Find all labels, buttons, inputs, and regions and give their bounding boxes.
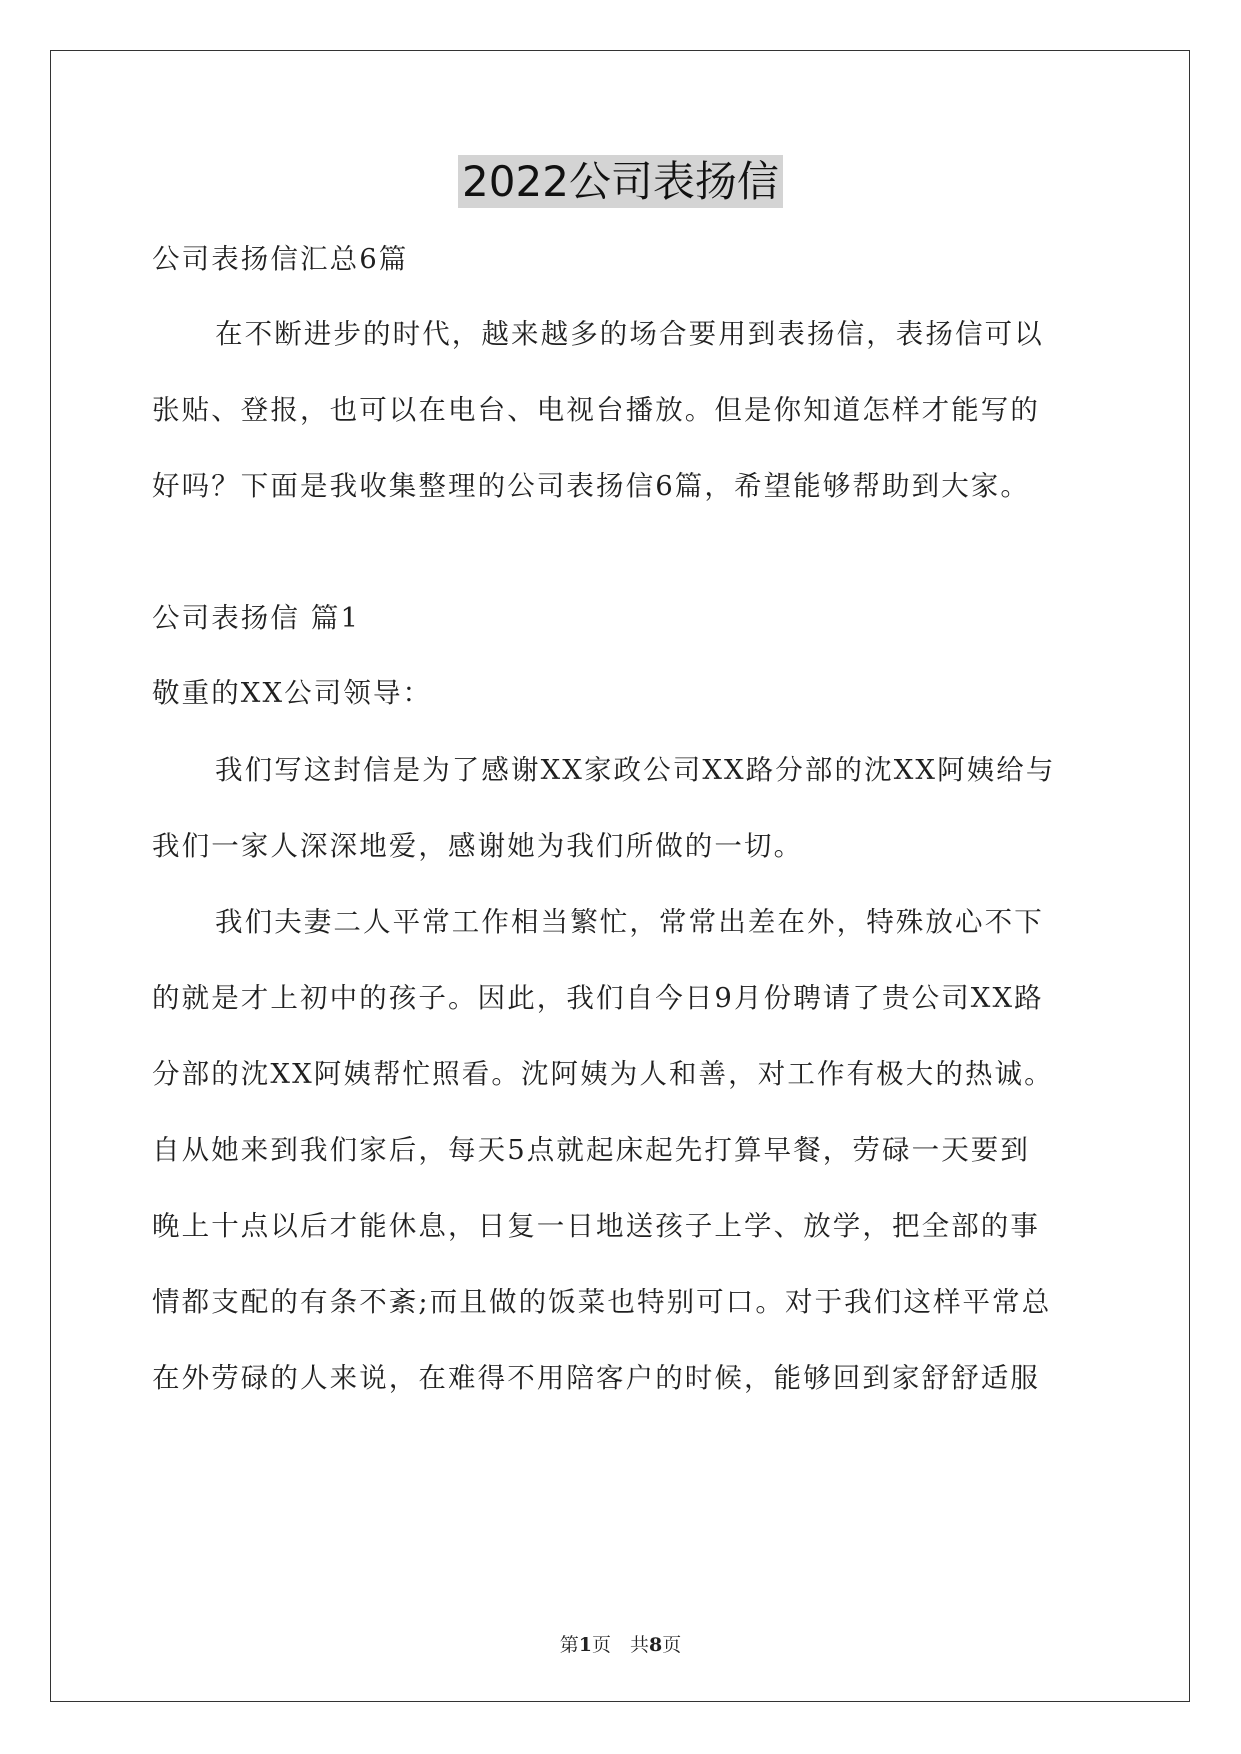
body-line: 自从她来到我们家后，每天5点就起床起先打算早餐，劳碌一天要到: [152, 1134, 1030, 1166]
body-line: 的就是才上初中的孩子。因此，我们自今日9月份聘请了贵公司XX路: [152, 982, 1044, 1014]
document-title-text: 2022公司表扬信: [458, 155, 783, 208]
page-mid: 页 共: [591, 1634, 649, 1656]
total-pages: 8: [649, 1634, 663, 1656]
document-title: [0, 153, 1241, 211]
body-line: 情都支配的有条不紊;而且做的饭菜也特别可口。对于我们这样平常总: [152, 1286, 1052, 1318]
body-line: 我们写这封信是为了感谢XX家政公司XX路分部的沈XX阿姨给与: [215, 754, 1056, 786]
body-line: 分部的沈XX阿姨帮忙照看。沈阿姨为人和善，对工作有极大的热诚。: [152, 1058, 1054, 1090]
body-line: 晚上十点以后才能休息，日复一日地送孩子上学、放学，把全部的事: [152, 1210, 1040, 1242]
body-line: 我们一家人深深地爱，感谢她为我们所做的一切。: [152, 830, 804, 862]
body-line: 在外劳碌的人来说，在难得不用陪客户的时候，能够回到家舒舒适服: [152, 1362, 1040, 1394]
intro-line: 张贴、登报，也可以在电台、电视台播放。但是你知道怎样才能写的: [152, 394, 1040, 426]
salutation: 敬重的XX公司领导：: [152, 677, 433, 709]
section-heading: 公司表扬信 篇1: [152, 602, 361, 634]
page-suffix: 页: [662, 1634, 682, 1656]
page-number: 1: [578, 1634, 592, 1656]
document-subtitle: 公司表扬信汇总6篇: [152, 243, 409, 275]
intro-line: 好吗？下面是我收集整理的公司表扬信6篇，希望能够帮助到大家。: [152, 470, 1030, 502]
page-border: [50, 50, 1190, 1702]
page-footer: [0, 1632, 1241, 1658]
body-line: 我们夫妻二人平常工作相当繁忙，常常出差在外，特殊放心不下: [215, 906, 1044, 938]
intro-line: 在不断进步的时代，越来越多的场合要用到表扬信，表扬信可以: [215, 318, 1044, 350]
page-prefix: 第: [559, 1634, 579, 1656]
